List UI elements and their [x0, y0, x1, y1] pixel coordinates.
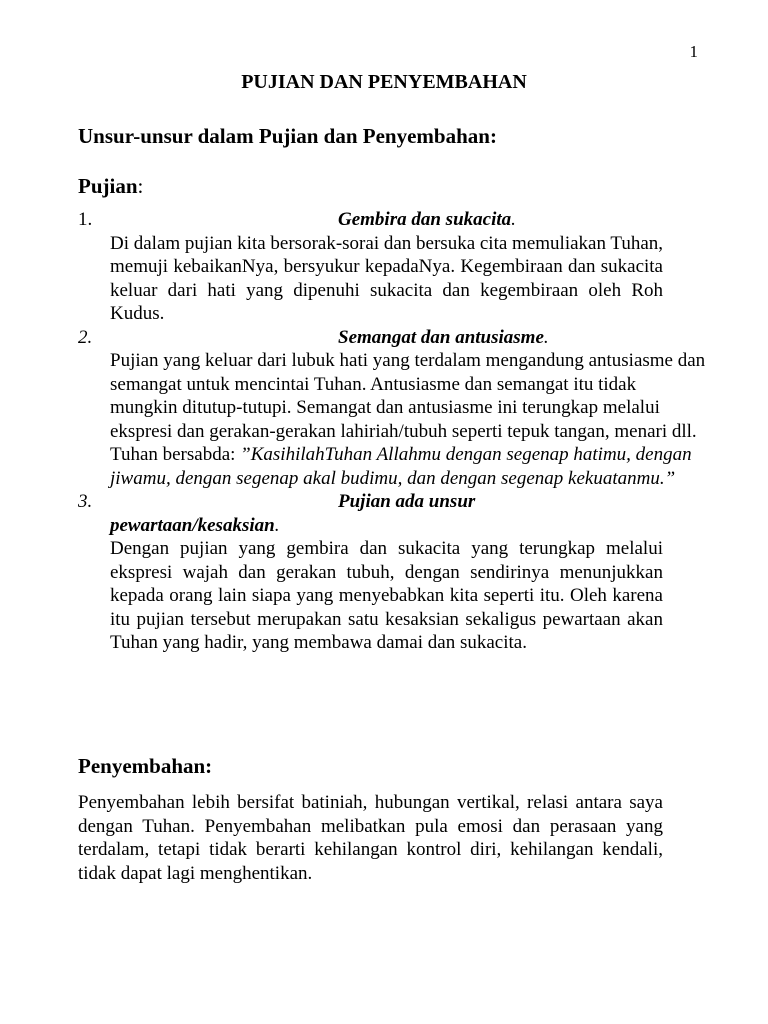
penyembahan-heading-text: Penyembahan: [78, 754, 213, 778]
list-item-title-period: . [274, 514, 280, 536]
pujian-list [78, 208, 706, 655]
list-item-title-text: Gembira dan sukacita [338, 209, 512, 230]
list-item-number: 1. [78, 209, 93, 230]
list-item-title-cont-text: pewartaan/kesaksian [110, 514, 275, 536]
penyembahan-paragraph: Penyembahan lebih bersifat batiniah, hubungan vertikal, relasi antara saya dengan Tuhan. Penyembahan melibatkan pula emosi dan perasaan yang terdalam, tetapi tidak berarti kehilangan kontrol diri, kehilangan kendali, tidak dapat lagi menghentikan. [78, 792, 663, 884]
list-item-head [78, 490, 663, 514]
list-item-title [338, 326, 549, 350]
list-item-number: 3. [78, 491, 93, 512]
list-item-title-period: . [511, 209, 516, 230]
list-item-title [338, 208, 516, 232]
list-item-body-text: Pujian yang keluar dari lubuk hati yang terdalam mengandung antusiasme dan semangat untuk mencintai Tuhan. Antusiasme dan semangat itu tidak mungkin ditutup-tutupi. Semangat dan antusiasme ini terungkap melalui ekspresi dan gerakan-gerakan lahiriah/tubuh seperti tepuk tangan, menari dll. Tuhan bersabda: [110, 350, 706, 465]
list-item-head [78, 326, 663, 350]
list-item-2 [78, 326, 706, 491]
list-item-3 [78, 490, 663, 655]
scripture-quote: ”KasihilahTuhan Allahmu dengan segenap hatimu, dengan jiwamu, dengan segenap akal budimu, dan dengan segenap kekuatanmu.” [110, 444, 692, 489]
document-subtitle: Unsur-unsur dalam Pujian dan Penyembahan: [78, 124, 497, 148]
page-number: 1 [689, 42, 698, 61]
list-item-head [78, 208, 663, 232]
pujian-heading [78, 174, 143, 199]
list-item-body [78, 349, 706, 490]
list-item-1 [78, 208, 663, 326]
list-item-title-text: Semangat dan antusiasme [338, 326, 544, 348]
list-item-number: 2. [78, 326, 93, 348]
list-item-title-continuation [78, 514, 663, 538]
list-item-title-period: . [543, 326, 549, 348]
list-item-body: Dengan pujian yang gembira dan sukacita yang terungkap melalui ekspresi wajah dan gerakan tubuh, dengan sendirinya menunjukkan kepada orang lain siapa yang menyebabkan kita seperti itu. Oleh karena itu pujian tersebut merupakan satu kesaksian sekaligus pewartaan akan Tuhan yang hadir, yang membawa damai dan sukacita. [110, 538, 663, 653]
penyembahan-heading [78, 754, 212, 779]
pujian-heading-colon: : [137, 174, 144, 198]
list-item-body: Di dalam pujian kita bersorak-sorai dan bersuka cita memuliakan Tuhan, memuji kebaikanNya, bersyukur kepadaNya. Kegembiraan dan sukacita keluar dari hati yang dipenuhi sukacita dan kegembiraan oleh Roh Kudus. [110, 232, 663, 324]
pujian-heading-text: Pujian [78, 174, 138, 198]
document-title: PUJIAN DAN PENYEMBAHAN [241, 71, 527, 93]
list-item-title: Pujian ada unsur [338, 491, 476, 512]
